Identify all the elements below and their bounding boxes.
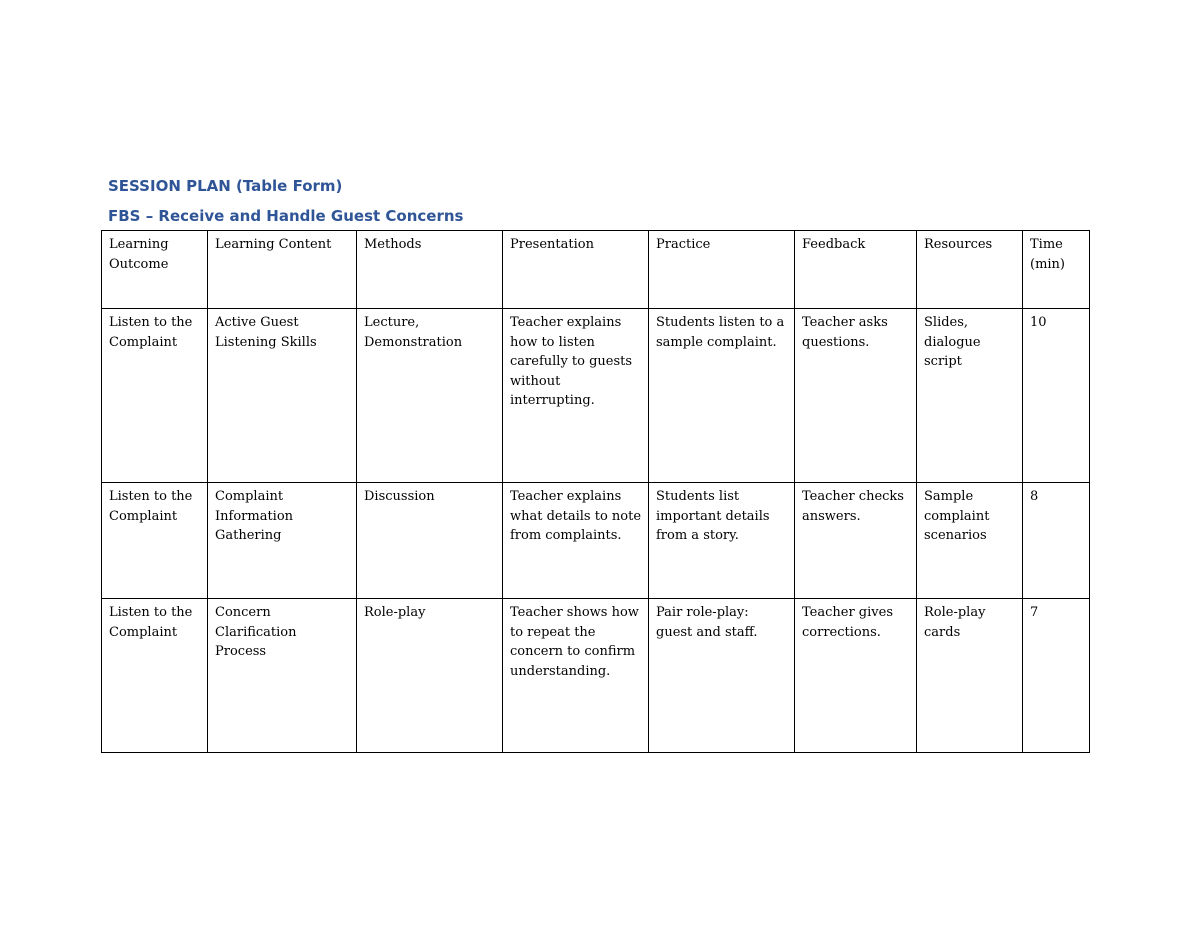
cell-methods: Discussion [357,483,503,599]
table-row [102,309,1090,483]
cell-feedback: Teacher checks answers. [795,483,917,599]
table-header-row [102,231,1090,309]
document-page [101,174,1089,753]
header-practice: Practice [649,231,795,309]
cell-learning-outcome: Listen to the Complaint [102,483,208,599]
header-learning-outcome: Learning Outcome [102,231,208,309]
cell-presentation: Teacher explains how to listen carefully to guests without interrupting. [503,309,649,483]
header-resources: Resources [917,231,1023,309]
cell-presentation: Teacher shows how to repeat the concern to confirm understanding. [503,599,649,753]
cell-resources: Slides, dialogue script [917,309,1023,483]
cell-learning-content: Complaint Information Gathering [208,483,357,599]
cell-practice: Pair role-play: guest and staff. [649,599,795,753]
header-methods: Methods [357,231,503,309]
cell-learning-content: Active Guest Listening Skills [208,309,357,483]
table-row [102,599,1090,753]
cell-time: 7 [1023,599,1090,753]
table-row [102,483,1090,599]
cell-learning-outcome: Listen to the Complaint [102,599,208,753]
cell-resources: Sample complaint scenarios [917,483,1023,599]
cell-learning-content: Concern Clarification Process [208,599,357,753]
header-time: Time (min) [1023,231,1090,309]
cell-time: 8 [1023,483,1090,599]
cell-feedback: Teacher asks questions. [795,309,917,483]
header-feedback: Feedback [795,231,917,309]
cell-time: 10 [1023,309,1090,483]
document-title: SESSION PLAN (Table Form) [108,177,343,195]
cell-resources: Role-play cards [917,599,1023,753]
cell-methods: Lecture, Demonstration [357,309,503,483]
cell-learning-outcome: Listen to the Complaint [102,309,208,483]
cell-practice: Students listen to a sample complaint. [649,309,795,483]
document-subtitle: FBS – Receive and Handle Guest Concerns [108,207,464,225]
cell-feedback: Teacher gives corrections. [795,599,917,753]
header-learning-content: Learning Content [208,231,357,309]
cell-methods: Role-play [357,599,503,753]
session-plan-table [101,230,1090,753]
cell-practice: Students list important details from a story. [649,483,795,599]
cell-presentation: Teacher explains what details to note from complaints. [503,483,649,599]
header-presentation: Presentation [503,231,649,309]
